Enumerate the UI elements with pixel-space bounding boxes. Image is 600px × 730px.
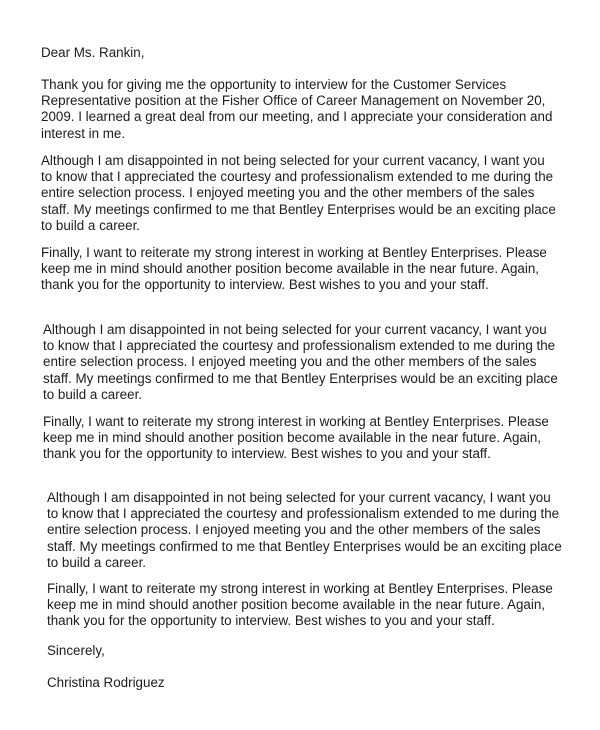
text-line: Finally, I want to reiterate my strong interest in working at Bentley Enterprises. Please xyxy=(41,245,547,260)
text-line: Although I am disappointed in not being selected for your current vacancy, I want you xyxy=(47,490,551,505)
text-line: entire selection process. I enjoyed meeting you and the other members of the sales xyxy=(41,185,535,201)
disappointed-paragraph xyxy=(47,490,592,571)
text-line: entire selection process. I enjoyed meeting you and the other members of the sales xyxy=(47,522,541,538)
finally-paragraph xyxy=(41,245,586,294)
text-line: to know that I appreciated the courtesy and professionalism extended to me during the xyxy=(41,169,554,185)
text-line: to know that I appreciated the courtesy and professionalism extended to me during the xyxy=(47,506,560,522)
text-line: staff. My meetings confirmed to me that Bentley Enterprises would be an exciting place xyxy=(41,201,556,217)
text-line: thank you for the opportunity to interview. Best wishes to you and your staff. xyxy=(41,277,489,293)
text-line: keep me in mind should another position become available in the near future. Again, xyxy=(47,597,546,613)
text-line: Although I am disappointed in not being selected for your current vacancy, I want you xyxy=(43,322,547,337)
text-line: entire selection process. I enjoyed meeting you and the other members of the sales xyxy=(43,354,537,370)
text-line: thank you for the opportunity to interview. Best wishes to you and your staff. xyxy=(47,613,495,629)
text-line: to build a career. xyxy=(41,217,141,233)
text-line: to build a career. xyxy=(47,554,147,570)
text-line: to build a career. xyxy=(43,386,143,402)
text-line: Representative position at the Fisher Office of Career Management on November 20, xyxy=(41,93,546,109)
text-line: staff. My meetings confirmed to me that Bentley Enterprises would be an exciting place xyxy=(43,370,558,386)
text-line: to know that I appreciated the courtesy and professionalism extended to me during the xyxy=(43,338,556,354)
text-line: keep me in mind should another position become available in the near future. Again, xyxy=(41,261,540,277)
text-line: Finally, I want to reiterate my strong interest in working at Bentley Enterprises. Please xyxy=(43,414,549,429)
text-line: thank you for the opportunity to interview. Best wishes to you and your staff. xyxy=(43,446,491,462)
closing-line: Sincerely, xyxy=(47,643,105,658)
text-line: Thank you for giving me the opportunity to interview for the Customer Services xyxy=(41,77,507,92)
salutation-line: Dear Ms. Rankin, xyxy=(41,45,145,60)
signature-line: Christina Rodriguez xyxy=(47,675,165,690)
text-line: 2009. I learned a great deal from our meeting, and I appreciate your consideration and xyxy=(41,109,553,125)
salutation xyxy=(41,45,586,61)
text-line: Although I am disappointed in not being selected for your current vacancy, I want you xyxy=(41,153,545,168)
text-line: Finally, I want to reiterate my strong interest in working at Bentley Enterprises. Please xyxy=(47,581,553,596)
finally-paragraph xyxy=(43,414,588,463)
disappointed-paragraph xyxy=(41,153,586,234)
intro-paragraph xyxy=(41,77,586,142)
text-line: interest in me. xyxy=(41,125,126,141)
closing xyxy=(47,643,592,659)
disappointed-paragraph xyxy=(43,322,588,403)
finally-paragraph xyxy=(47,581,592,630)
text-line: staff. My meetings confirmed to me that Bentley Enterprises would be an exciting place xyxy=(47,538,562,554)
signature xyxy=(47,675,592,691)
text-line: keep me in mind should another position become available in the near future. Again, xyxy=(43,430,542,446)
